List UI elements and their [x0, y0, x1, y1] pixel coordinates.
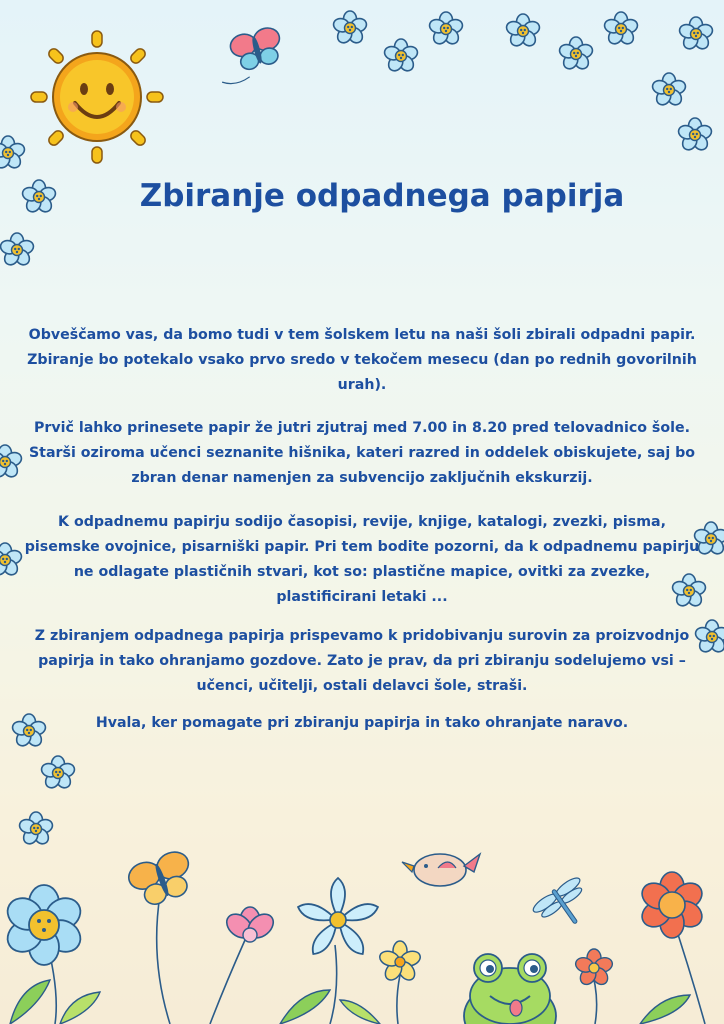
paragraph-what-belongs: K odpadnemu papirju sodijo časopisi, revije, knjige, katalogi, zvezki, pisma, pisemske ovojnice, pisarniški papir. Pri tem bodite pozorni, da k odpadnemu papirju ne odlagate plastičnih stvari, kot so: plastične mapice, ovitki za zvezke, plastificirani letaki ... [24, 514, 700, 605]
frog-icon [464, 954, 556, 1024]
butterfly-icon [212, 25, 289, 86]
bird-icon [402, 854, 480, 886]
flower-icon [296, 878, 380, 958]
leaf-icon [10, 980, 690, 1024]
butterfly-icon [125, 848, 198, 911]
paragraph-first-collection: Prvič lahko prinesete papir že jutri zjutraj med 7.00 in 8.20 pred telovadnico šole. Starši oziroma učenci seznanite hišnika, kateri razred in oddelek obiskujete, saj bo zbran denar namenjen za subvencijo zaključnih ekskurzij. [28, 420, 696, 486]
flower-icon [637, 872, 706, 938]
flower-icon [222, 907, 278, 943]
sun-icon [31, 31, 163, 163]
page-title: Zbiranje odpadnega papirja [139, 178, 625, 214]
flower-icon [2, 885, 86, 965]
dragonfly-icon [530, 874, 599, 939]
paragraph-thanks: Hvala, ker pomagate pri zbiranju papirja in tako ohranjate naravo. [95, 715, 629, 731]
paragraph-announcement: Obveščamo vas, da bomo tudi v tem šolskem letu na naši šoli zbirali odpadni papir. Zbiranje bo potekalo vsako prvo sredo v tekočem mesecu (dan po rednih govorilnih urah). [27, 327, 697, 393]
paragraph-purpose: Z zbiranjem odpadnega papirja prispevamo k pridobivanju surovin za proizvodnjo papirja in tako ohranjamo gozdove. Zato je prav, da pri zbiranju sodelujemo vsi – učenci, učitelji, ostali delavci šole, straši. [34, 628, 690, 694]
